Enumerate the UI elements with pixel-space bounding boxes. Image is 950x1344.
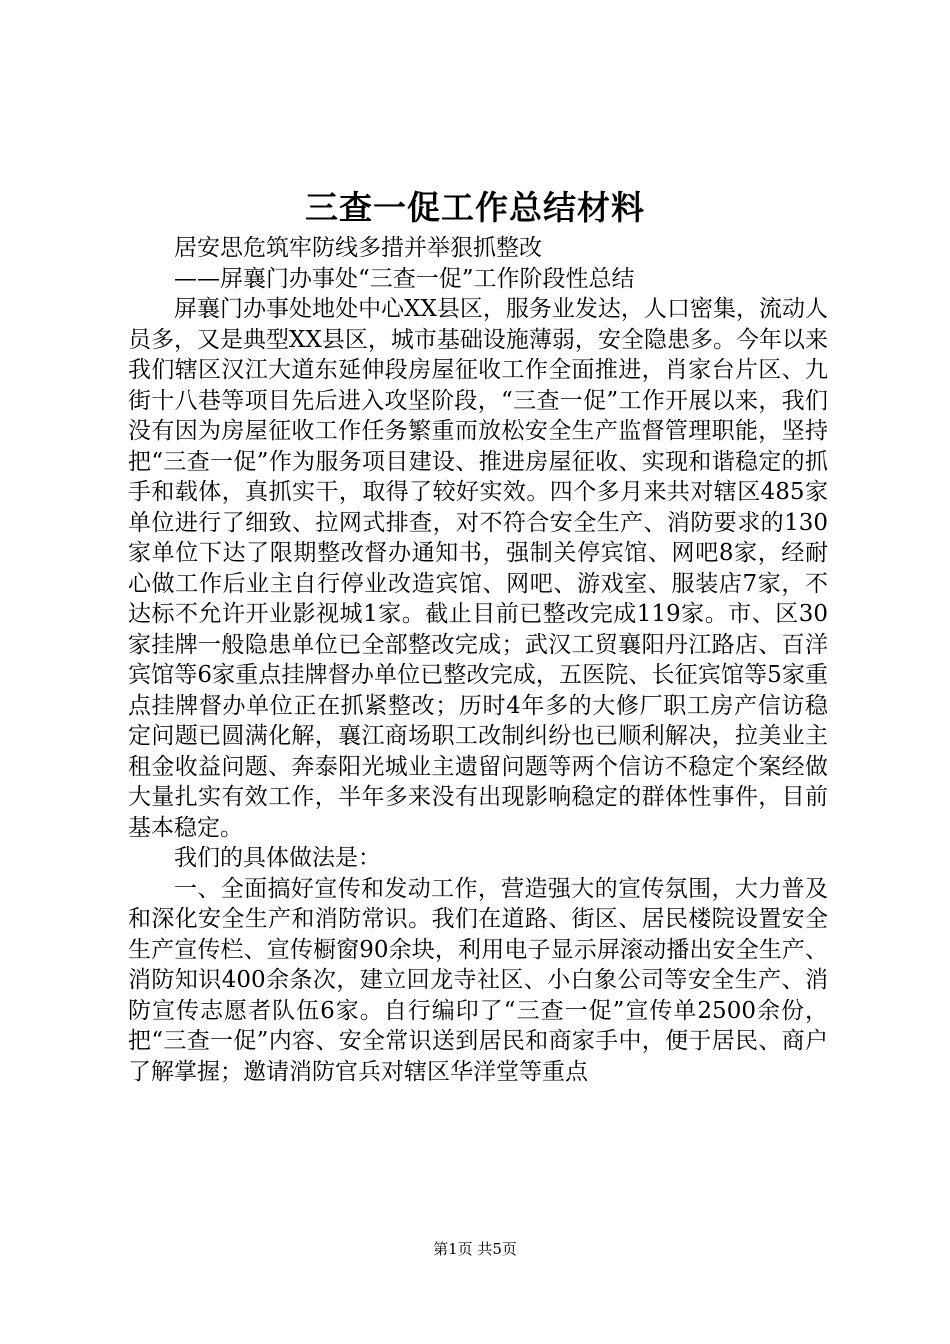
document-title: 三查一促工作总结材料 <box>305 188 645 227</box>
page-footer: 第1页 共5页 <box>433 1240 517 1258</box>
subtitle-secondary: ——屏襄门办事处“三查一促”工作阶段性总结 <box>174 265 635 292</box>
paragraph: 屏襄门办事处地处中心XX县区，服务业发达，人口密集，流动人员多，又是典型XX县区，城市基础设施薄弱，安全隐患多。今年以来我们辖区汉江大道东延伸段房屋征收工作全面推进，肖家台片区、九街十八巷等项目先后进入攻坚阶段，“三查一促”工作开展以来，我们没有因为房屋征收工作任务繁重而放松安全生产监督管理职能，坚持把“三查一促”作为服务项目建设、推进房屋征收、实现和谐稳定的抓手和载体，真抓实干，取得了较好实效。四个多月来共对辖区485家单位进行了细致、拉网式排查，对不符合安全生产、消防要求的130家单位下达了限期整改督办通知书，强制关停宾馆、网吧8家，经耐心做工作后业主自行停业改造宾馆、网吧、游戏室、服装店7家，不达标不允许开业影视城1家。截止目前已整改完成119家。市、区30家挂牌一般隐患单位已全部整改完成；武汉工贸襄阳丹江路店、百洋宾馆等6家重点挂牌督办单位已整改完成，五医院、长征宾馆等5家重点挂牌督办单位正在抓紧整改；历时4年多的大修厂职工房产信访稳定问题已圆满化解，襄江商场职工改制纠纷也已顺利解决，拉美业主租金收益问题、奔泰阳光城业主遗留问题等两个信访不稳定个案经做大量扎实有效工作，半年多来没有出现影响稳定的群体性事件，目前基本稳定。 <box>128 296 828 841</box>
subtitle: 居安思危筑牢防线多措并举狠抓整改 <box>174 235 542 261</box>
paragraph: 我们的具体做法是： <box>174 845 381 871</box>
document-body <box>128 233 828 1087</box>
paragraph: 一、全面搞好宣传和发动工作，营造强大的宣传氛围，大力普及和深化安全生产和消防常识。我们在道路、街区、居民楼院设置安全生产宣传栏、宣传橱窗90余块，利用电子显示屏滚动播出安全生产、消防知识400余条次，建立回龙寺社区、小白象公司等安全生产、消防宣传志愿者队伍6家。自行编印了“三查一促”宣传单2500余份，把“三查一促”内容、安全常识送到居民和商家手中，便于居民、商户了解掌握；邀请消防官兵对辖区华洋堂等重点 <box>128 875 828 1085</box>
